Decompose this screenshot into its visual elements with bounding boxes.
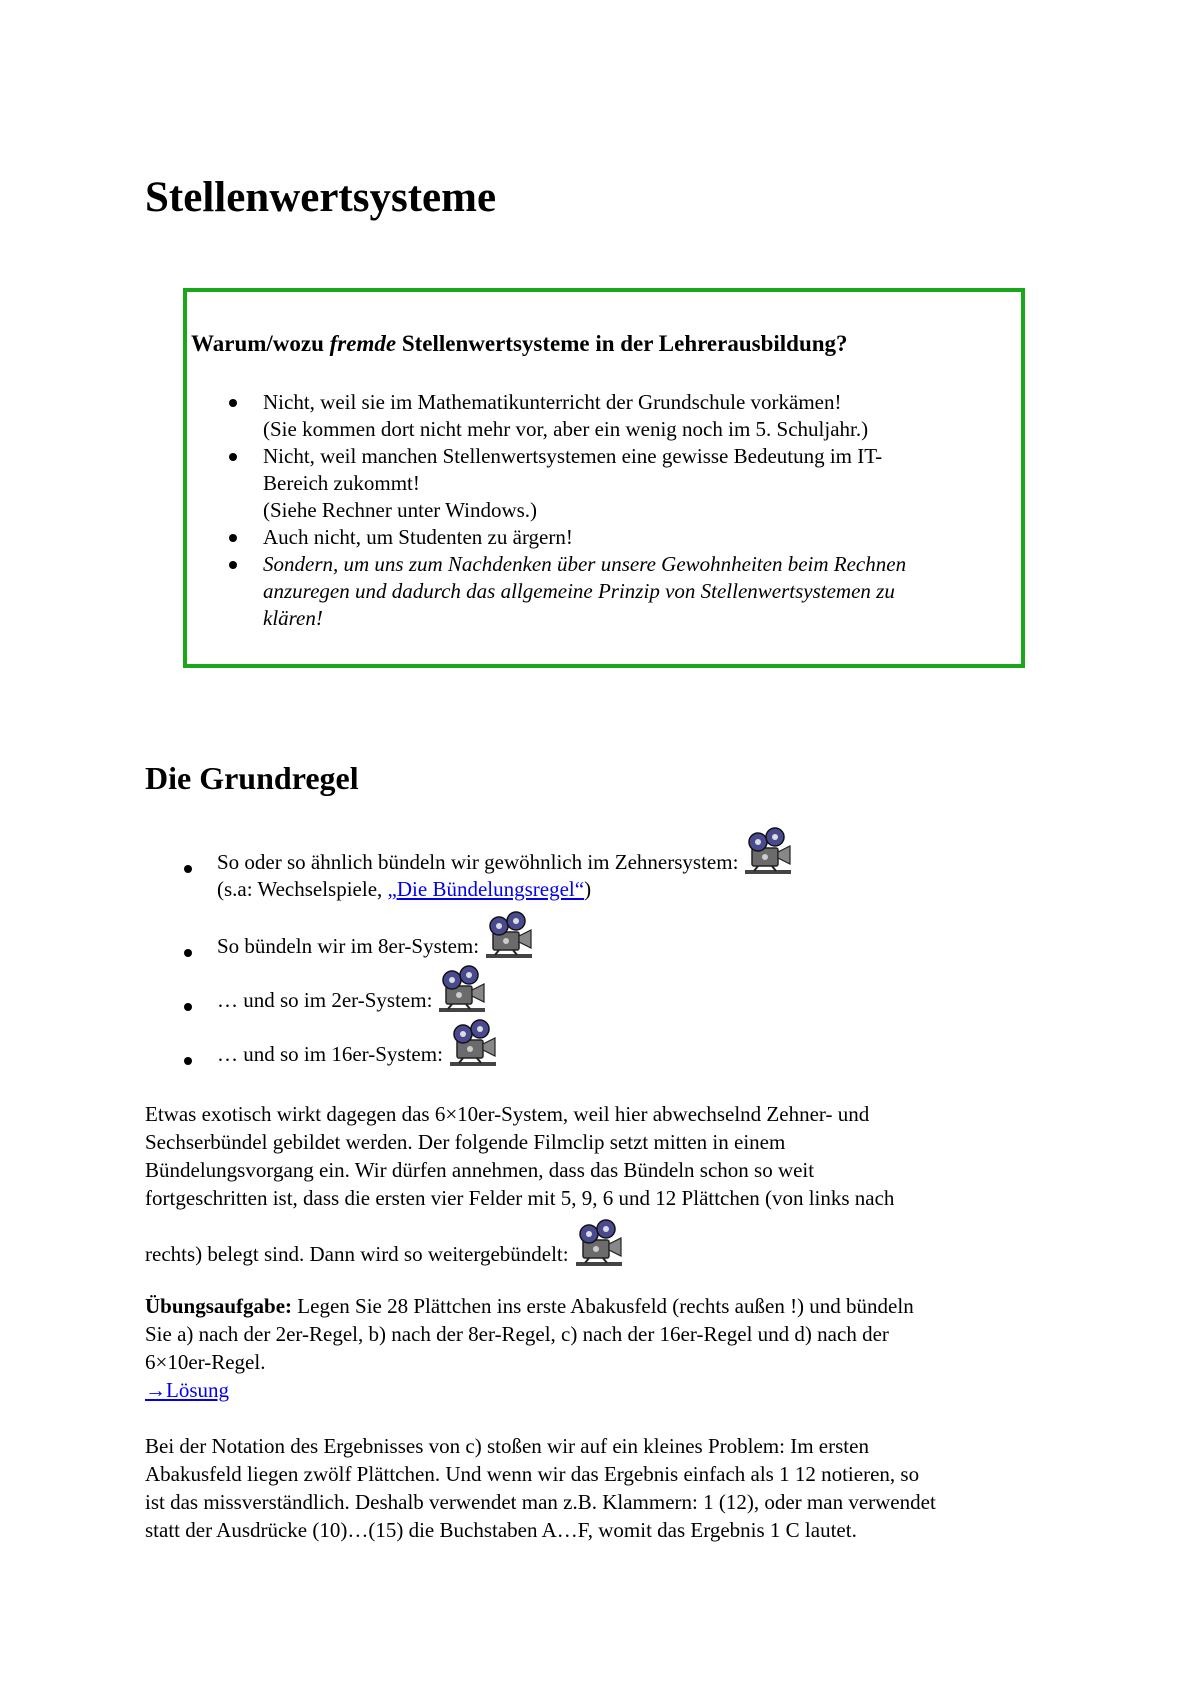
reason-item xyxy=(187,524,1023,551)
question-box xyxy=(183,288,1025,668)
paragraph-line: ist das missverständlich. Deshalb verwendet man z.B. Klammern: 1 (12), oder man verwendet xyxy=(145,1490,936,1514)
bullet-icon xyxy=(229,453,237,461)
grundregel-item-10er xyxy=(217,826,794,903)
reason-item-main xyxy=(187,551,1023,632)
reason-line: klären! xyxy=(263,606,323,630)
grundregel-line xyxy=(217,1018,499,1068)
film-projector-icon[interactable] xyxy=(436,964,488,1014)
grundregel-item-16er xyxy=(217,1018,499,1068)
reason-line: (Sie kommen dort nicht mehr vor, aber ein wenig noch im 5. Schuljahr.) xyxy=(263,417,869,441)
exercise-first-line xyxy=(145,1292,1075,1320)
buendelungsregel-link[interactable]: „Die Bündelungsregel“ xyxy=(387,877,585,901)
bullet-icon xyxy=(229,561,237,569)
bullet-icon xyxy=(229,534,237,542)
grundregel-item-2er xyxy=(217,964,488,1014)
grundregel-text: … und so im 16er-System: xyxy=(217,1042,443,1066)
question-suffix: Stellenwertsysteme in der Lehrerausbildung? xyxy=(396,331,848,356)
reason-line: Nicht, weil manchen Stellenwertsystemen eine gewisse Bedeutung im IT- xyxy=(263,444,883,468)
bullet-icon xyxy=(184,865,192,873)
paragraph-line: rechts) belegt sind. Dann wird so weitergebündelt: xyxy=(145,1242,569,1266)
paragraph-line-with-icon xyxy=(145,1212,1075,1268)
exercise-line: 6×10er-Regel. xyxy=(145,1350,266,1374)
paragraph-line: Etwas exotisch wirkt dagegen das 6×10er-System, weil hier abwechselnd Zehner- und xyxy=(145,1102,870,1126)
exercise-line: Sie a) nach der 2er-Regel, b) nach der 8er-Regel, c) nach der 16er-Regel und d) nach der xyxy=(145,1322,889,1346)
reason-line: (Siehe Rechner unter Windows.) xyxy=(263,498,538,522)
exercise-text: Legen Sie 28 Plättchen ins erste Abakusfeld (rechts außen !) und bündeln xyxy=(292,1294,914,1318)
paragraph-line: Sechserbündel gebildet werden. Der folgende Filmclip setzt mitten in einem xyxy=(145,1130,786,1154)
box-question xyxy=(191,330,848,358)
bullet-icon xyxy=(184,1057,192,1065)
reasons-list xyxy=(187,389,1023,632)
bullet-icon xyxy=(184,949,192,957)
question-emphasis: fremde xyxy=(329,331,397,356)
paragraph-line: statt der Ausdrücke (10)…(15) die Buchstaben A…F, womit das Ergebnis 1 C lautet. xyxy=(145,1518,857,1542)
grundregel-subline xyxy=(217,876,794,903)
exotic-paragraph xyxy=(145,1100,1075,1268)
grundregel-text: … und so im 2er-System: xyxy=(217,988,433,1012)
paragraph-line: Bündelungsvorgang ein. Wir dürfen annehmen, dass das Bündeln schon so weit xyxy=(145,1158,815,1182)
exercise-label: Übungsaufgabe: xyxy=(145,1294,293,1318)
grundregel-line xyxy=(217,964,488,1014)
bullet-icon xyxy=(184,1003,192,1011)
reason-item xyxy=(187,443,1023,524)
reason-line: Bereich zukommt! xyxy=(263,471,420,495)
film-projector-icon[interactable] xyxy=(742,826,794,876)
subline-prefix: (s.a: Wechselspiele, xyxy=(217,877,388,901)
paragraph-line: Abakusfeld liegen zwölf Plättchen. Und wenn wir das Ergebnis einfach als 1 12 notieren, so xyxy=(145,1462,920,1486)
reason-line: Nicht, weil sie im Mathematikunterricht der Grundschule vorkämen! xyxy=(263,390,842,414)
grundregel-text: So bündeln wir im 8er-System: xyxy=(217,934,480,958)
grundregel-line xyxy=(217,826,794,876)
grundregel-text: So oder so ähnlich bündeln wir gewöhnlich im Zehnersystem: xyxy=(217,850,739,874)
question-prefix: Warum/wozu xyxy=(191,331,330,356)
notation-paragraph xyxy=(145,1432,1075,1544)
grundregel-line xyxy=(217,910,535,960)
exercise-paragraph xyxy=(145,1292,1075,1404)
page-title: Stellenwertsysteme xyxy=(145,174,497,221)
subline-suffix: ) xyxy=(584,877,592,901)
film-projector-icon[interactable] xyxy=(483,910,535,960)
reason-item xyxy=(187,389,1023,443)
solution-link[interactable]: →Lösung xyxy=(145,1378,229,1402)
reason-line: Auch nicht, um Studenten zu ärgern! xyxy=(263,525,573,549)
film-projector-icon[interactable] xyxy=(447,1018,499,1068)
reason-line: anzuregen und dadurch das allgemeine Prinzip von Stellenwertsystemen zu xyxy=(263,579,895,603)
reason-line: Sondern, um uns zum Nachdenken über unsere Gewohnheiten beim Rechnen xyxy=(263,552,907,576)
film-projector-icon[interactable] xyxy=(573,1218,625,1268)
paragraph-line: Bei der Notation des Ergebnisses von c) stoßen wir auf ein kleines Problem: Im ersten xyxy=(145,1434,869,1458)
paragraph-line: fortgeschritten ist, dass die ersten vier Felder mit 5, 9, 6 und 12 Plättchen (von links nach xyxy=(145,1186,895,1210)
bullet-icon xyxy=(229,399,237,407)
grundregel-item-8er xyxy=(217,910,535,960)
section-heading: Die Grundregel xyxy=(145,760,359,796)
